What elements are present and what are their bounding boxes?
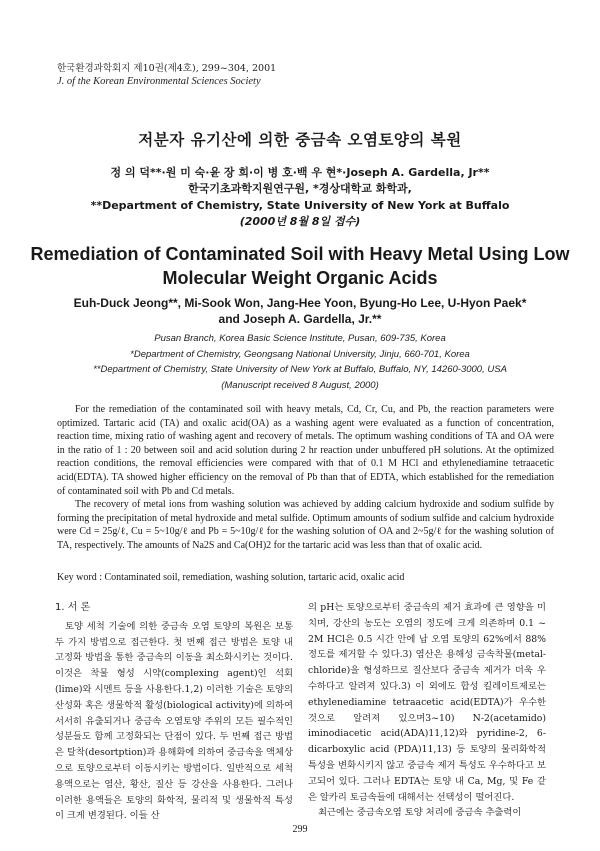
manuscript-received: (Manuscript received 8 August, 2000): [221, 379, 379, 391]
body-paragraph-right-2: 최근에는 중금속오염 토양 처리에 중금속 추출력이: [318, 807, 522, 819]
abstract: [57, 403, 554, 553]
korean-title: 저분자 유기산에 의한 중금속 오염토양의 복원: [138, 131, 462, 149]
body-column-left: [55, 600, 293, 824]
english-affiliations: [0, 331, 600, 393]
english-title-line2: Molecular Weight Organic Acids: [162, 268, 438, 288]
english-authors-line2: and Joseph A. Gardella, Jr.**: [218, 312, 382, 326]
korean-affiliation-buffalo: **Department of Chemistry, State University of New York at Buffalo: [90, 199, 510, 212]
keywords: Key word : Contaminated soil, remediation, washing solution, tartaric acid, oxalic acid: [57, 572, 405, 583]
journal-header: [57, 62, 276, 88]
korean-affiliation: 한국기초과학지원연구원, *경상대학교 화학과,: [188, 182, 412, 195]
body-paragraph-left: 토양 세척 기술에 의한 중금속 오염 토양의 복원은 보통 두 가지 방법으로 접근한다. 첫 번째 접근 방법은 토양 내 고정화 방법을 통한 중금속의 이동을 최소화시키는 것이다. 이것은 착물 형성 시약(complexing agent)인 석회(lime)와 시멘트 등을 사용한다.1,2) 이러한 기술은 토양의 산성화 혹은 생물학적 활성(biological activity)에 의하여 서서히 유출되거나 중금속 오염토양 주위의 모든 필수적인 성분들도 함께 고정화되는 단점이 있다. 두 번째 접근 방법은 탈착(desortption)과 용해화에 의하여 중금속을 액체상으로 토양으로부터 이동시키는 방법이다. 일반적으로 세척용액으로는 염산, 황산, 질산 등 강산을 사용한다. 그러나 이러한 용액들은 토양의 화학적, 물리적 및 생물학적 특성이 크게 변경된다. 이들 산: [55, 620, 293, 822]
affiliation-geongsang: *Department of Chemistry, Geongsang National University, Jinju, 660-701, Korea: [130, 348, 470, 360]
korean-received-date: (2000년 8월 8일 접수): [239, 215, 361, 228]
affiliation-buffalo: **Department of Chemistry, State University of New York at Buffalo, Buffalo, NY, 14260-3000, USA: [93, 364, 507, 375]
english-authors: [0, 295, 600, 327]
page-number: 299: [292, 824, 308, 835]
body-column-right: [308, 600, 546, 821]
korean-authors: 정 의 덕**·원 미 숙·윤 장 희·이 병 호·백 우 현*·Joseph A. Gardella, Jr**: [110, 166, 490, 179]
journal-citation-ko: 한국환경과학회지 제10권(제4호), 299~304, 2001: [57, 63, 277, 74]
english-title-line1: Remediation of Contaminated Soil with Heavy Metal Using Low: [30, 244, 570, 264]
journal-name-en: J. of the Korean Environmental Sciences Society: [57, 76, 261, 87]
english-authors-line1: Euh-Duck Jeong**, Mi-Sook Won, Jang-Hee Yoon, Byung-Ho Lee, U-Hyon Paek*: [73, 296, 527, 310]
english-title: [0, 242, 600, 290]
abstract-paragraph-1: For the remediation of the contaminated soil with heavy metals, Cd, Cr, Cu, and Pb, the reaction parameters were optimized. Tartaric acid (TA) and oxalic acid(OA) as a washing agent were evaluated as a function of concentration, reaction time, mixing ratio of washing agent and recovery of metals. The optimum washing conditions of TA and OA were in the ratio of 1 : 20 between soil and acid solution during 2 hr reaction under unbuffered pH solutions. At the optimized reaction conditions, the removal efficiencies were compared with that of 0.1 M HCl and ethylenediamine tetraacetic acid(EDTA). TA showed higher efficiency on the removal of Pb than that of EDTA, which established for the remediation of contaminated soil with Pb and Cd metals.: [57, 404, 554, 497]
section-heading-introduction: 1. 서 론: [55, 602, 91, 613]
affiliation-pusan: Pusan Branch, Korea Basic Science Institute, Pusan, 609-735, Korea: [154, 333, 446, 344]
abstract-paragraph-2: The recovery of metal ions from washing solution was achieved by adding calcium hydroxide and sodium sulfide by forming the precipitation of metal hydroxide and metal sulfide. Optimum amounts of sodium sulfide and calcium hydroxide were Cd = 25g/ℓ, Cu = 5~10g/ℓ and Pb = 5~10g/ℓ for the washing solution of OA and 2~5g/ℓ for the washing solution of TA, respectively. The amounts of Na2S and Ca(OH)2 for the tartaric acid was less than that of oxalic acid.: [57, 499, 554, 551]
body-paragraph-right-1: 의 pH는 토양으로부터 중금속의 제거 효과에 큰 영향을 미치며, 강산의 농도는 오염의 정도에 크게 의존하며 0.1 ~ 2M HCl은 0.5 시간 안에 납 오염 토양의 62%에서 88%정도를 제거할 수 있다.3) 염산은 용해성 금속착물(metal-chloride)을 형성하므로 질산보다 중금속 제거가 더욱 우수하다고 알려져 있다.3) 이 외에도 합성 킬레이트제로는 ethylenediamine tetraacetic acid(EDTA)가 우수한 것으로 알려져 있으며3~10) N-2(acetamido) iminodiacetic acid(ADA)11,12)와 pyridine-2, 6-dicarboxylic acid (PDA)11,13) 등 토양의 물리화학적 특성을 변화시키지 않고 중금속 제거 특성도 우수하다고 보고되어 있다. 그러나 EDTA는 토양 내 Ca, Mg, 및 Fe 같은 알카리 토금속들에 대해서는 선택성이 떨어진다.: [308, 602, 546, 803]
